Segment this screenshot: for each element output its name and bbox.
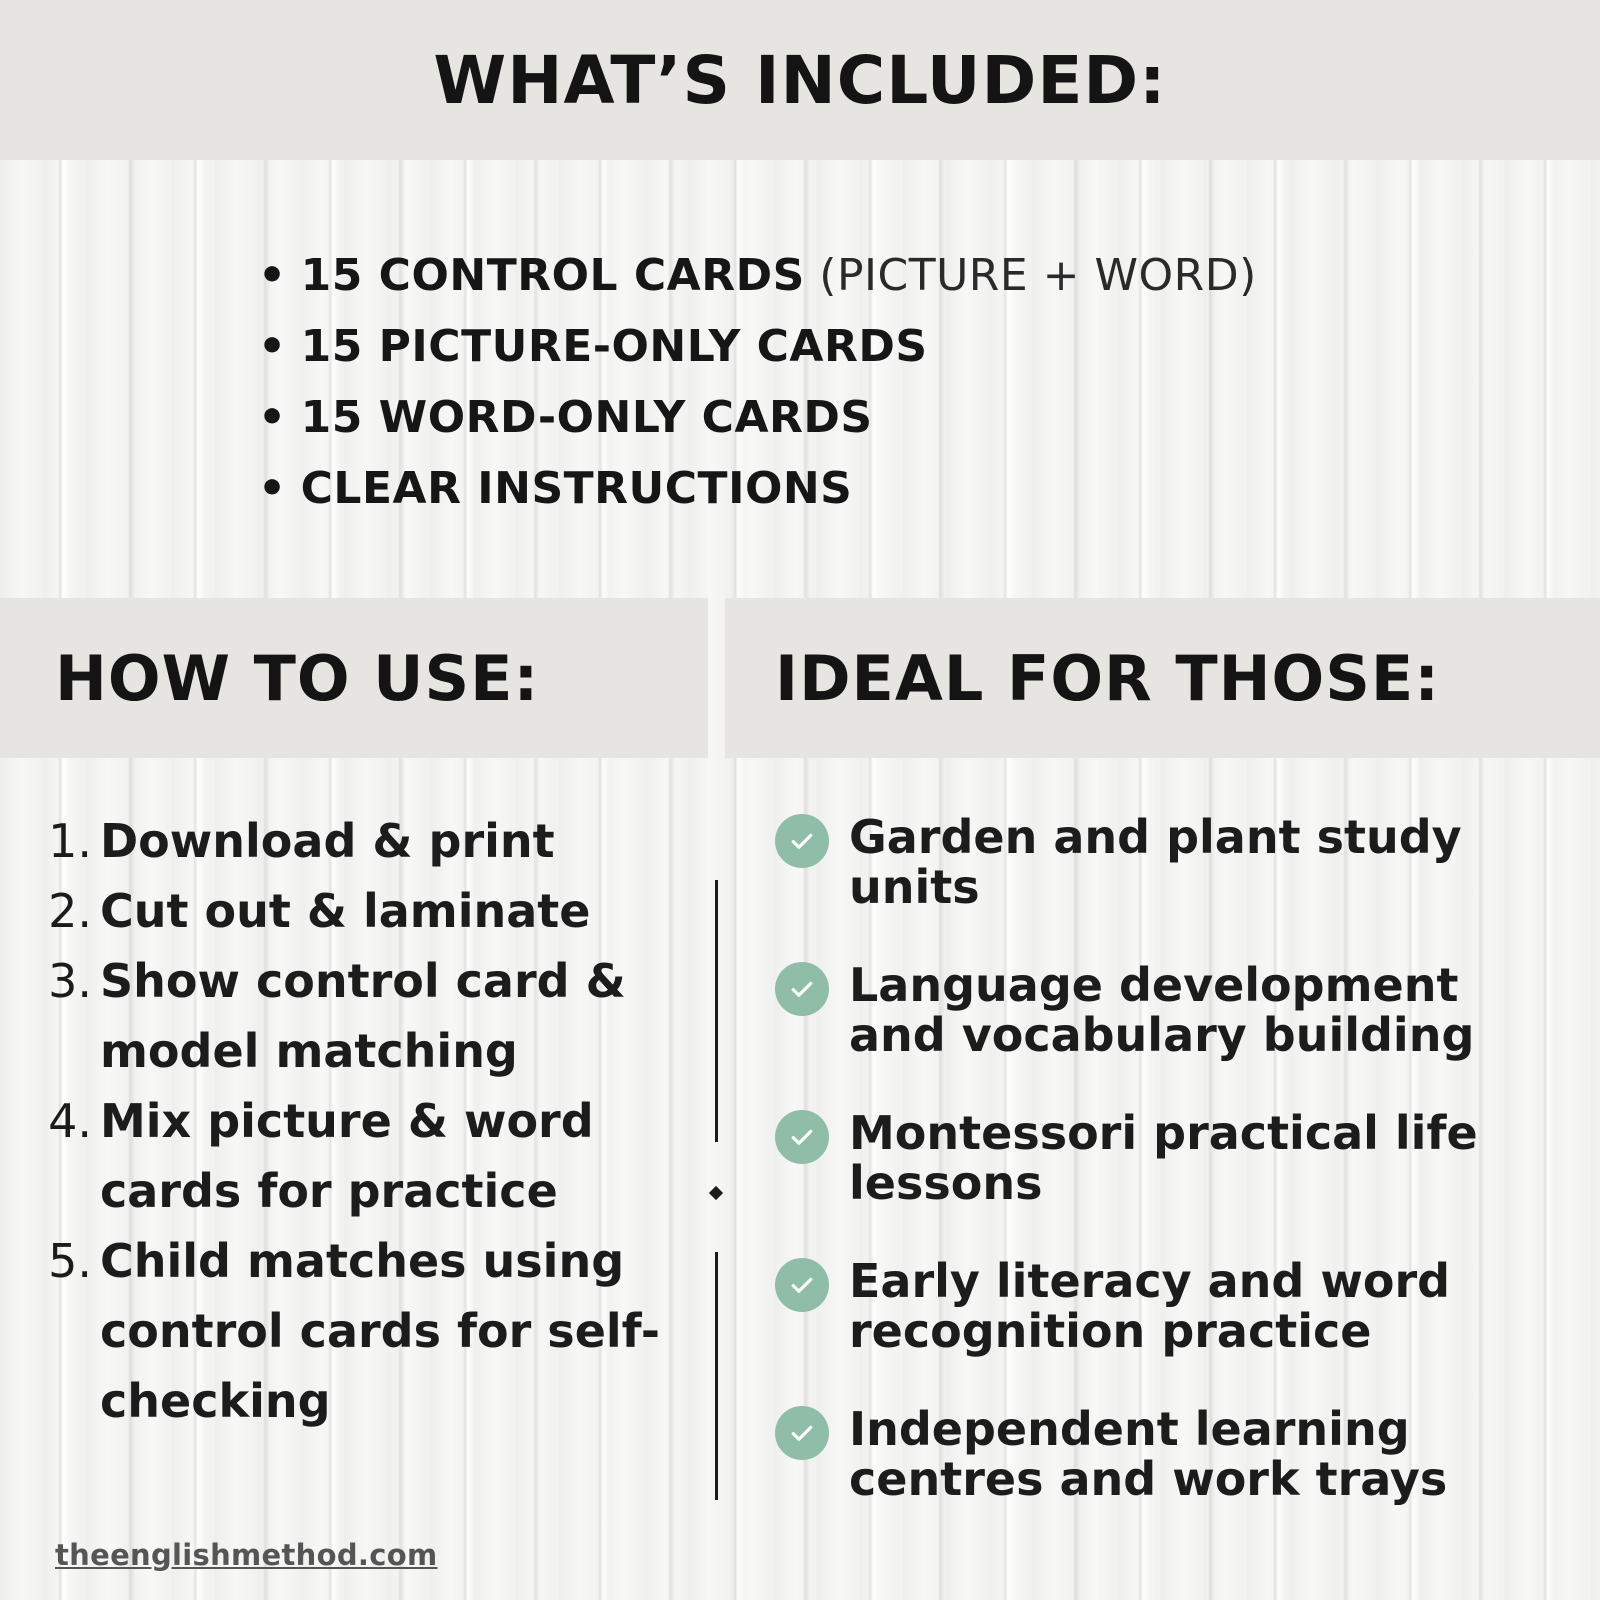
included-item: [258, 311, 1257, 382]
step-item: [40, 1226, 690, 1436]
ideal-for-list: [775, 812, 1575, 1552]
included-item: [258, 240, 1257, 311]
ideal-item: [775, 1108, 1575, 1256]
bullet: •: [258, 321, 287, 372]
ideal-item: [775, 812, 1575, 960]
step-text: Show control card & model matching: [100, 954, 626, 1078]
check-circle-icon: [775, 814, 829, 868]
ideal-item: [775, 960, 1575, 1108]
step-text: Mix picture & word cards for practice: [100, 1094, 594, 1218]
divider-diamond: [709, 1186, 723, 1200]
included-item-label: 15 CONTROL CARDS: [300, 250, 805, 301]
check-circle-icon: [775, 1406, 829, 1460]
how-to-use-title: HOW TO USE:: [55, 641, 540, 715]
bullet: •: [258, 392, 287, 443]
ideal-item-label: Garden and plant study units: [849, 810, 1462, 914]
divider-line: [715, 880, 718, 1142]
ideal-for-header: [725, 598, 1600, 758]
step-item: [40, 806, 690, 876]
included-item: [258, 382, 1257, 453]
step-number: 2.: [48, 884, 92, 938]
step-number: 1.: [48, 814, 92, 868]
website-link[interactable]: theenglishmethod.com: [55, 1538, 438, 1572]
check-circle-icon: [775, 1110, 829, 1164]
column-divider: [714, 880, 718, 1500]
step-item: [40, 876, 690, 946]
included-item-label: CLEAR INSTRUCTIONS: [300, 463, 853, 514]
bullet: •: [258, 250, 287, 301]
divider-line: [715, 1252, 718, 1500]
check-circle-icon: [775, 1258, 829, 1312]
ideal-item: [775, 1404, 1575, 1552]
step-text: Child matches using control cards for self-checking: [100, 1234, 660, 1428]
included-item-note: (PICTURE + WORD): [819, 250, 1257, 301]
ideal-for-title: IDEAL FOR THOSE:: [775, 641, 1441, 715]
step-number: 4.: [48, 1094, 92, 1148]
ideal-item-label: Early literacy and word recognition practice: [849, 1254, 1451, 1358]
step-text: Download & print: [100, 814, 555, 868]
included-item: [258, 453, 1257, 524]
included-item-label: 15 PICTURE-ONLY CARDS: [300, 321, 928, 372]
step-item: [40, 946, 690, 1086]
included-item-label: 15 WORD-ONLY CARDS: [300, 392, 873, 443]
step-text: Cut out & laminate: [100, 884, 591, 938]
check-circle-icon: [775, 962, 829, 1016]
whats-included-header: [0, 0, 1600, 160]
ideal-item-label: Montessori practical life lessons: [849, 1106, 1478, 1210]
bullet: •: [258, 463, 287, 514]
how-to-use-steps: [40, 806, 690, 1436]
how-to-use-header: [0, 598, 708, 758]
step-item: [40, 1086, 690, 1226]
ideal-item-label: Language development and vocabulary building: [849, 958, 1475, 1062]
step-number: 3.: [48, 954, 92, 1008]
whats-included-title: WHAT’S INCLUDED:: [433, 41, 1167, 119]
step-number: 5.: [48, 1234, 92, 1288]
included-list: [258, 240, 1257, 524]
ideal-item-label: Independent learning centres and work trays: [849, 1402, 1448, 1506]
ideal-item: [775, 1256, 1575, 1404]
